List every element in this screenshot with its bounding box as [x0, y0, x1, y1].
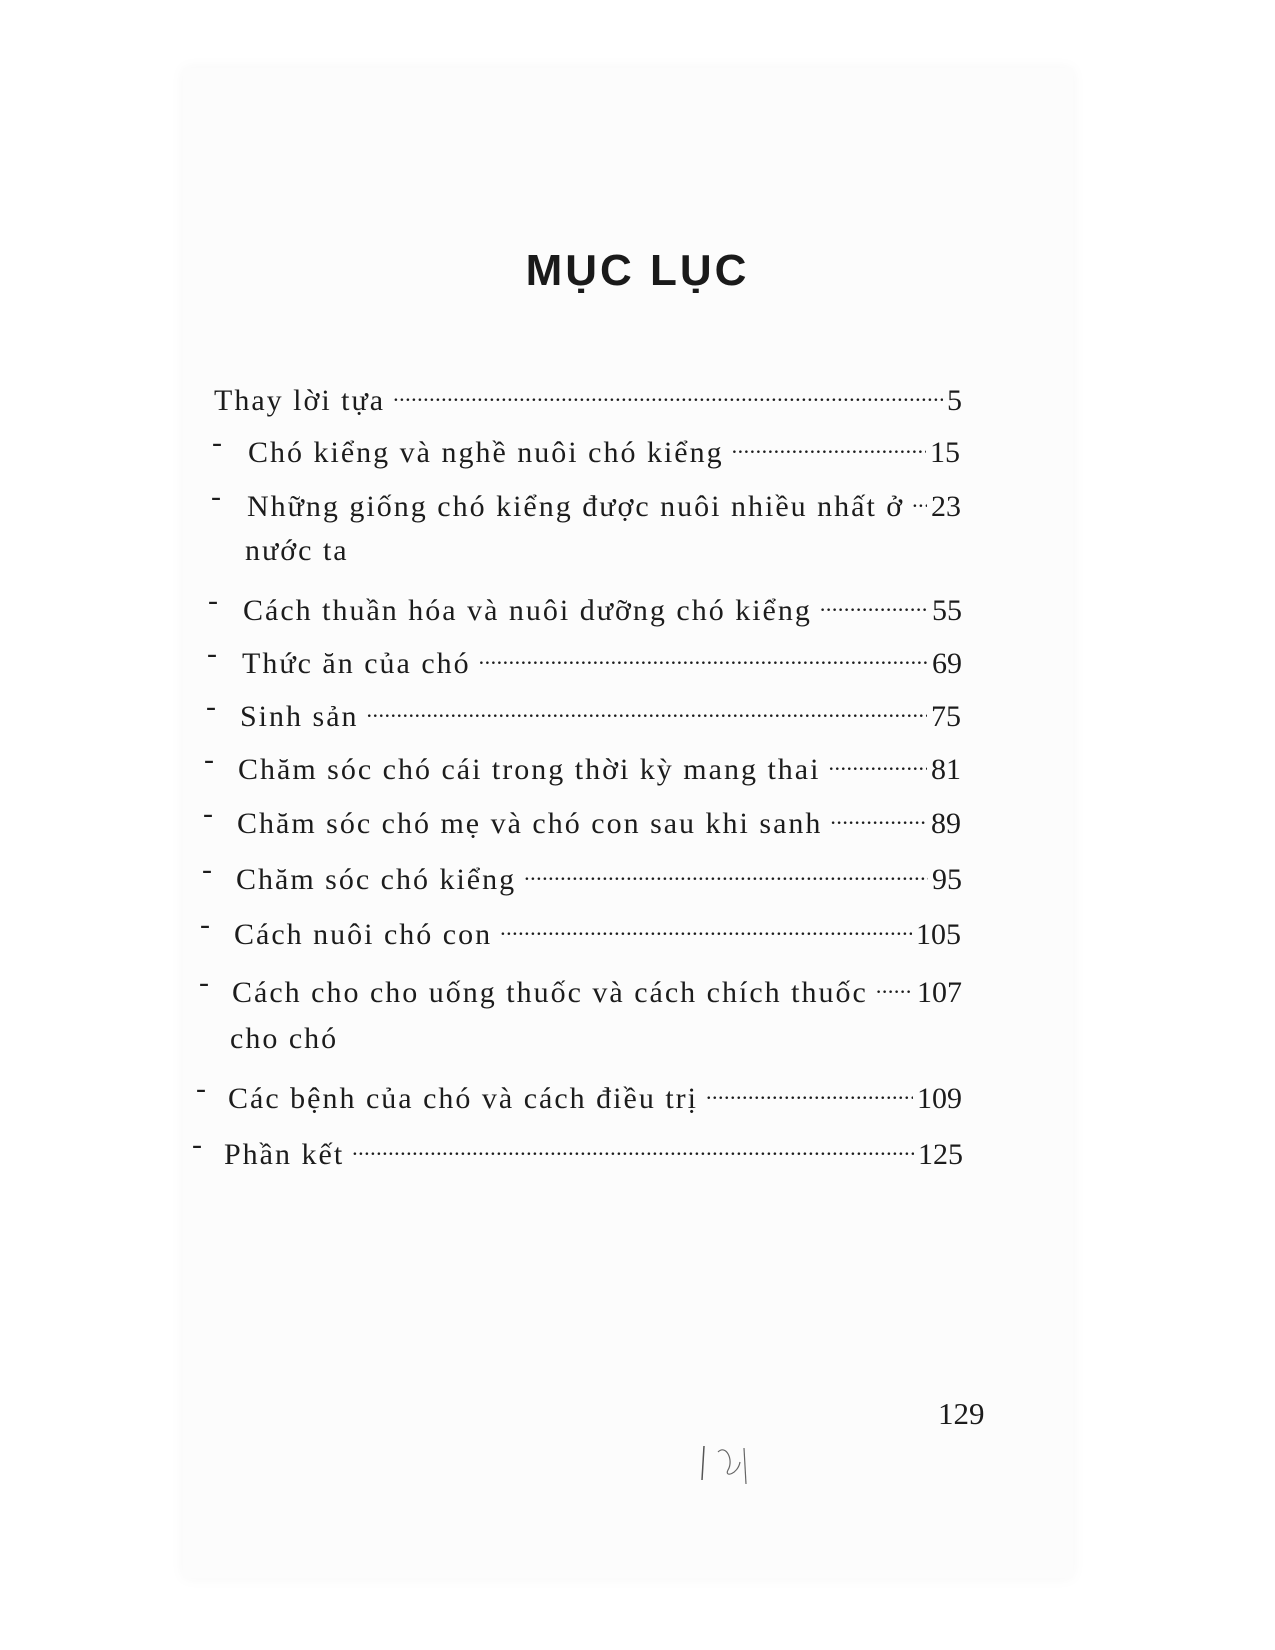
- toc-entry-continuation: nước ta: [245, 534, 349, 567]
- toc-entry-page: 89: [931, 807, 961, 840]
- dot-leader: [828, 743, 927, 779]
- toc-entry-title: Chăm sóc chó cái trong thời kỳ mang thai: [238, 753, 821, 786]
- dot-leader: [393, 374, 943, 410]
- list-dash: -: [192, 1128, 202, 1161]
- toc-entry-page: 95: [932, 863, 962, 896]
- toc-entry-page: 107: [917, 976, 962, 1009]
- list-dash: -: [211, 480, 221, 513]
- toc-entry-continuation: cho chó: [230, 1022, 339, 1055]
- toc-entry-page: 15: [930, 436, 960, 469]
- toc-entry-title: Cách nuôi chó con: [234, 918, 493, 951]
- dot-leader: [500, 908, 912, 944]
- toc-entry-title: Chăm sóc chó mẹ và chó con sau khi sanh: [237, 807, 823, 840]
- toc-entry: [236, 853, 962, 897]
- toc-entry-page: 69: [932, 647, 962, 680]
- list-dash: -: [200, 908, 210, 941]
- dot-leader: [367, 690, 927, 726]
- toc-entry: [232, 966, 962, 1010]
- toc-entry-title: Sinh sản: [240, 700, 359, 733]
- toc-entry-page: 81: [931, 753, 961, 786]
- dot-leader: [830, 797, 927, 833]
- list-dash: -: [207, 637, 217, 670]
- toc-entry-page: 55: [932, 594, 962, 627]
- list-dash: -: [203, 797, 213, 830]
- toc-entry: [247, 480, 961, 524]
- toc-entry: [248, 426, 960, 470]
- toc-entry-title: Chó kiểng và nghề nuôi chó kiểng: [248, 436, 724, 469]
- list-dash: -: [208, 584, 218, 617]
- page-number: 129: [938, 1396, 985, 1431]
- toc-entry: [224, 1128, 963, 1172]
- list-dash: -: [196, 1072, 206, 1105]
- toc-entry-title: Cách thuần hóa và nuôi dưỡng chó kiểng: [243, 594, 812, 627]
- toc-entry: [214, 374, 962, 418]
- list-dash: -: [206, 690, 216, 723]
- toc-entry-title: Các bệnh của chó và cách điều trị: [228, 1082, 698, 1115]
- toc-entry: [242, 637, 962, 681]
- list-dash: -: [202, 853, 212, 886]
- list-dash: -: [199, 966, 209, 999]
- toc-entry-page: 75: [931, 700, 961, 733]
- dot-leader: [912, 480, 927, 516]
- dot-leader: [352, 1128, 914, 1164]
- toc-entry: [240, 690, 961, 734]
- toc-entry: [228, 1072, 962, 1116]
- dot-leader: [820, 584, 928, 620]
- toc-entry: [234, 908, 961, 952]
- toc-entry-title: Thay lời tựa: [214, 384, 386, 417]
- toc-entry-title: Thức ăn của chó: [242, 647, 471, 680]
- dot-leader: [524, 853, 928, 889]
- list-dash: -: [212, 426, 222, 459]
- dot-leader: [732, 426, 926, 462]
- pen-mark-icon: [700, 1440, 760, 1490]
- page-title: MỤC LỤC: [525, 246, 750, 295]
- toc-entry: [243, 584, 962, 628]
- toc-entry-title: Những giống chó kiểng được nuôi nhiều nhất ở: [247, 490, 905, 523]
- toc-entry: [238, 743, 961, 787]
- toc-entry-page: 105: [916, 918, 961, 951]
- toc-entry-title: Phần kết: [224, 1138, 345, 1171]
- toc-entry-page: 23: [931, 490, 961, 523]
- toc-entry-title: Cách cho cho uống thuốc và cách chích thuốc: [232, 976, 868, 1009]
- toc-entry-page: 5: [947, 384, 962, 417]
- toc-entry: [237, 797, 961, 841]
- dot-leader: [479, 637, 928, 673]
- dot-leader: [876, 966, 913, 1002]
- toc-entry-page: 109: [917, 1082, 962, 1115]
- list-dash: -: [204, 743, 214, 776]
- toc-entry-page: 125: [918, 1138, 963, 1171]
- dot-leader: [706, 1072, 913, 1108]
- toc-entry-title: Chăm sóc chó kiểng: [236, 863, 517, 896]
